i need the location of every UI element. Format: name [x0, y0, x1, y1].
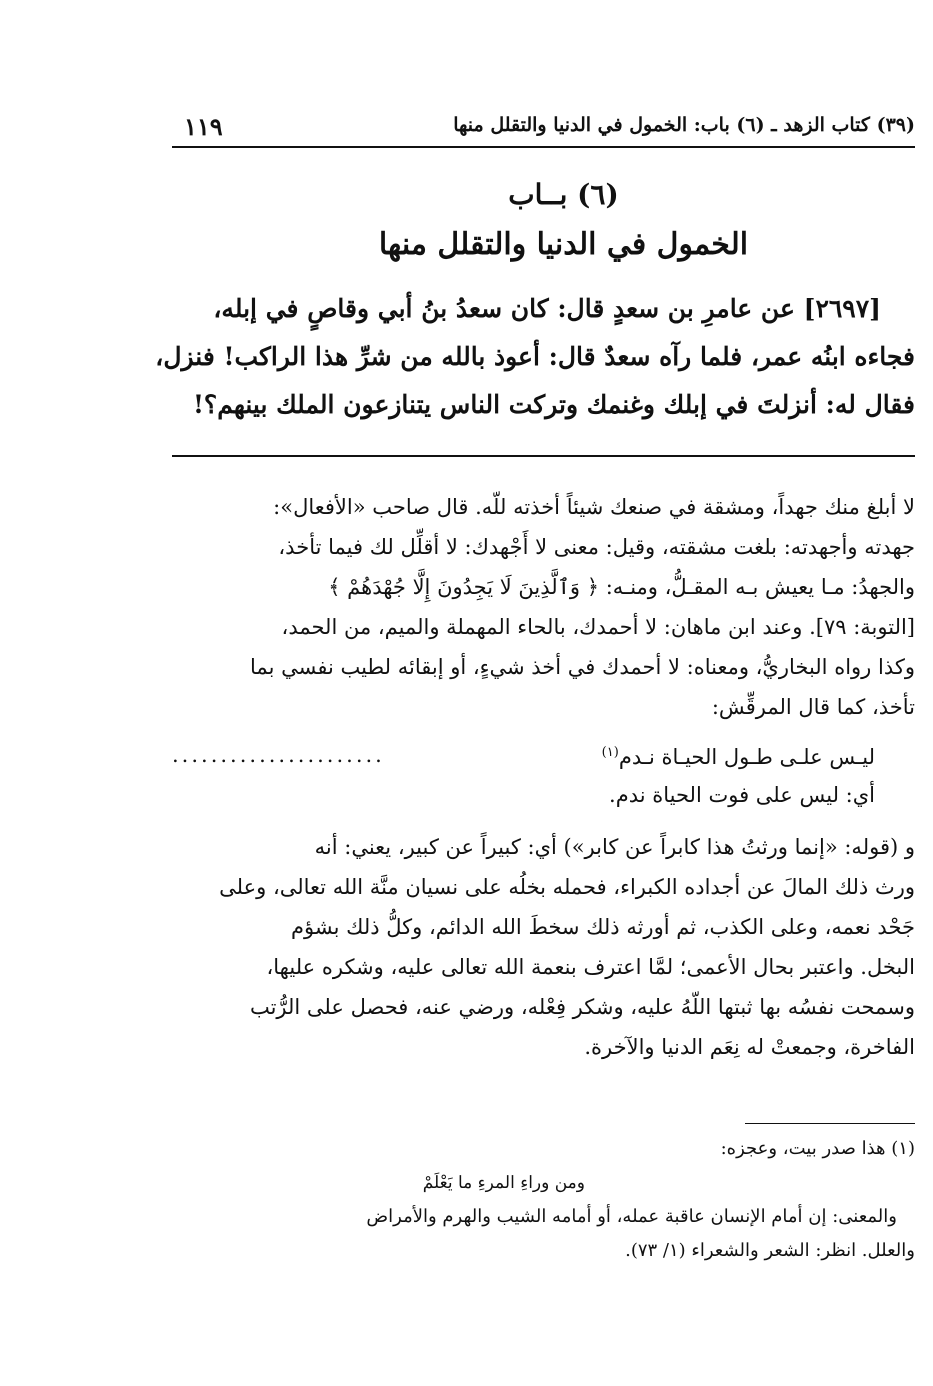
- commentary-line: وكذا رواه البخاريُّ، ومعناه: لا أحمدك في أخذ شيءٍ، أو إبقائه لطيب نفسي بما: [250, 655, 915, 679]
- running-title: (٣٩) كتاب الزهد ـ (٦) باب: الخمول في الدنيا والتقلل منها: [453, 114, 915, 136]
- commentary-line: ورث ذلك المالَ عن أجداده الكبراء، فحمله بخلُه على نسيان منَّة الله تعالى، وعلى: [219, 875, 915, 899]
- footnote-line: والمعنى: إن أمام الإنسان عاقبة عمله، أو أمامه الشيب والهرم والأمراض: [366, 1206, 897, 1227]
- commentary-line: والجهدُ: مـا يعيش بـه المقـلُّ، ومنـه: ﴿ وَٱلَّذِينَ لَا يَجِدُونَ إِلَّا جُهْدَهُمْ ﴾: [328, 575, 915, 599]
- verse-text: [602, 733, 875, 777]
- poetry-verse: [172, 727, 915, 769]
- commentary-line: لا أبلغ منك جهداً، ومشقة في صنعك شيئاً أخذته للّه. قال صاحب «الأفعال»:: [273, 495, 915, 519]
- chapter-number: (٦) بــاب: [508, 178, 619, 211]
- footnote-line: والعلل. انظر: الشعر والشعراء (١/ ٧٣).: [625, 1240, 915, 1261]
- verse-explanation: أي: ليس على فوت الحياة ندم.: [609, 783, 875, 807]
- commentary-line: وسمحت نفسُه بها ثبتها اللّهُ عليه، وشكر فِعْله، ورضي عنه، فحصل على الرُّتب: [249, 995, 915, 1019]
- footnote-divider: [745, 1123, 915, 1124]
- commentary-line: تأخذ، كما قال المرقِّش:: [711, 695, 915, 719]
- commentary-line: جهدته وأجهدته: بلغت مشقته، وقيل: معنى لا أَجْهدك: لا أقلِّل لك فيما تأخذ،: [278, 535, 915, 559]
- footnote-verse: ومن وراءِ المرءِ ما يَعْلَمْ: [422, 1173, 585, 1193]
- page-number: ١١٩: [184, 112, 223, 141]
- hadith-number: [٢٦٩٧]: [803, 294, 881, 323]
- section-divider: [172, 455, 915, 457]
- commentary-line: [التوبة: ٧٩]. وعند ابن ماهان: لا أحمدك، بالحاء المهملة والميم، من الحمد،: [281, 615, 915, 639]
- commentary-line: جَحْد نعمه، وعلى الكذب، ثم أورثه ذلك سخطَ الله الدائم، وكلُّ ذلك بشؤم: [291, 915, 915, 939]
- hadith-line: فجاءه ابنُه عمر، فلما رآه سعدٌ قال: أعوذ بالله من شرِّ هذا الراكب! فنزل،: [155, 342, 915, 371]
- commentary-line: و (قوله: «إنما ورثتُ هذا كابراً عن كابر») أي: كبيراً عن كبير، يعني: أنه: [314, 835, 915, 859]
- footnote-marker: (١): [601, 745, 619, 760]
- chapter-title: الخمول في الدنيا والتقلل منها: [378, 227, 749, 262]
- running-header: [172, 112, 915, 148]
- verse-hemistich: ليـس علـى طـول الحيـاة نـدم: [618, 745, 875, 769]
- hadith-text: [155, 285, 915, 429]
- chapter-heading: [172, 170, 915, 270]
- footnote-line: (١) هذا صدر بيت، وعجزه:: [720, 1138, 915, 1159]
- hadith-line: [172, 285, 915, 333]
- commentary-line: البخل. واعتبر بحال الأعمى؛ لمَّا اعترف بنعمة الله تعالى عليه، وشكره عليها،: [266, 955, 915, 979]
- hadith-line-text: عن عامرِ بن سعدٍ قال: كان سعدُ بنُ أبي وقاصٍ في إبله،: [213, 294, 795, 323]
- hadith-line: فقال له: أنزلتَ في إبلك وغنمك وتركت الناس يتنازعون الملك بينهم؟!: [192, 390, 915, 419]
- commentary: [172, 487, 915, 1067]
- verse-ellipsis: ......................: [172, 743, 385, 767]
- commentary-line: الفاخرة، وجمعتْ له نِعَم الدنيا والآخرة.: [584, 1035, 915, 1059]
- footnotes: [172, 1132, 915, 1268]
